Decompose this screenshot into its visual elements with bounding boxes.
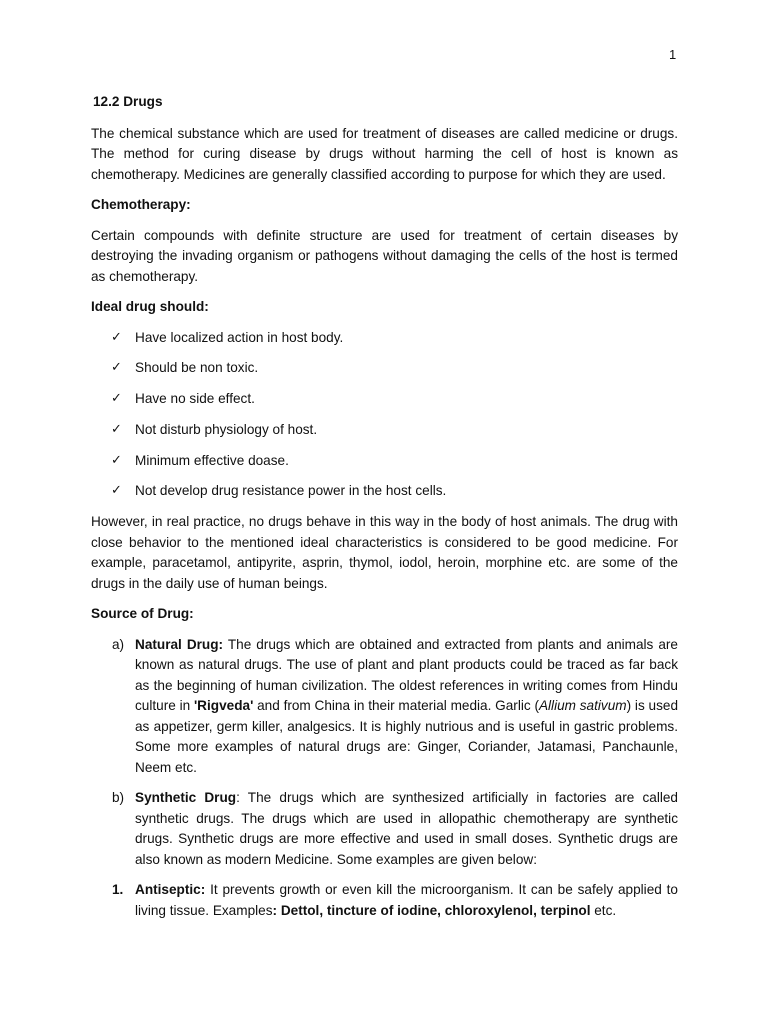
check-icon: ✓ bbox=[111, 452, 122, 468]
check-icon: ✓ bbox=[111, 329, 122, 345]
list-item bbox=[91, 328, 678, 349]
synthetic-drug-text: Synthetic Drug: The drugs which are synthesized artificially in factories are called synthetic drugs. The drugs which are used in allopathic chemotherapy are synthetic drugs. Synthetic drugs are more effective and used in small doses. Synthetic drugs are also known as modern Medicine. Some examples are given below: bbox=[135, 790, 678, 867]
list-item bbox=[91, 358, 678, 379]
intro-paragraph: The chemical substance which are used for treatment of diseases are called medicine or drugs. The method for curing disease by drugs without harming the cell of host is known as chemotherapy. Medicines are generally classified according to purpose for which they are used. bbox=[91, 125, 678, 182]
list-item-text: Minimum effective doase. bbox=[135, 452, 289, 468]
list-marker: a) bbox=[112, 636, 125, 652]
latin-name: Allium sativum bbox=[538, 698, 627, 714]
antiseptic-examples: : Dettol, tincture of iodine, chloroxylenol, terpinol bbox=[272, 902, 591, 918]
check-icon: ✓ bbox=[111, 421, 122, 437]
natural-drug-term: Natural Drug: bbox=[135, 636, 224, 652]
natural-drug-item bbox=[91, 635, 678, 779]
list-item-text: Should be non toxic. bbox=[135, 360, 259, 376]
list-item-text: Not disturb physiology of host. bbox=[135, 421, 318, 437]
synthetic-drug-term: Synthetic Drug bbox=[135, 790, 237, 806]
list-item bbox=[91, 451, 678, 472]
source-heading: Source of Drug: bbox=[91, 606, 194, 622]
check-icon: ✓ bbox=[111, 391, 122, 407]
document-body bbox=[91, 92, 678, 931]
chemotherapy-paragraph: Certain compounds with definite structure are used for treatment of certain diseases by destroying the invading organism or pathogens without damaging the cells of the host is termed as chemotherapy. bbox=[91, 227, 678, 284]
list-item-text: Have no side effect. bbox=[135, 391, 255, 407]
ideal-drug-heading: Ideal drug should: bbox=[91, 299, 209, 314]
list-item bbox=[91, 420, 678, 441]
list-item bbox=[91, 481, 678, 502]
list-item-text: Have localized action in host body. bbox=[135, 329, 344, 345]
check-icon: ✓ bbox=[111, 483, 122, 499]
list-item-text: Not develop drug resistance power in the host cells. bbox=[135, 483, 447, 499]
antiseptic-term: Antiseptic: bbox=[135, 882, 206, 898]
however-paragraph: However, in real practice, no drugs behave in this way in the body of host animals. The drug with close behavior to the mentioned ideal characteristics is considered to be good medicine. For example, paracetamol, antipyrite, asprin, thymol, iodol, heroin, morphine etc. are some of the drugs in the daily use of human beings. bbox=[91, 514, 678, 591]
antiseptic-text: Antiseptic: It prevents growth or even kill the microorganism. It can be safely applied to living tissue. Examples: Dettol, tincture of iodine, chloroxylenol, terpinol etc. bbox=[135, 882, 678, 918]
synthetic-drug-item bbox=[91, 788, 678, 870]
chemotherapy-heading: Chemotherapy: bbox=[91, 197, 191, 212]
list-marker: b) bbox=[112, 790, 125, 806]
section-title: 12.2 Drugs bbox=[93, 94, 163, 109]
check-icon: ✓ bbox=[111, 360, 122, 376]
list-marker: 1. bbox=[112, 882, 124, 898]
list-item bbox=[91, 389, 678, 410]
ideal-drug-list bbox=[91, 328, 678, 502]
natural-drug-text: Natural Drug: The drugs which are obtained and extracted from plants and animals are known as natural drugs. The use of plant and plant products could be traced as far back as the beginning of human civilization. The oldest references in writing comes from Hindu culture in 'Rigveda' and from China in their material media. Garlic (Allium sativum) is used as appetizer, germ killer, analgesics. It is highly nutrious and is useful in gastric problems. Some more examples of natural drugs are: Ginger, Coriander, Jatamasi, Panchaunle, Neem etc. bbox=[135, 636, 679, 775]
rigveda-term: 'Rigveda' bbox=[193, 698, 254, 714]
antiseptic-item bbox=[91, 880, 678, 921]
page-number: 1 bbox=[669, 47, 677, 62]
